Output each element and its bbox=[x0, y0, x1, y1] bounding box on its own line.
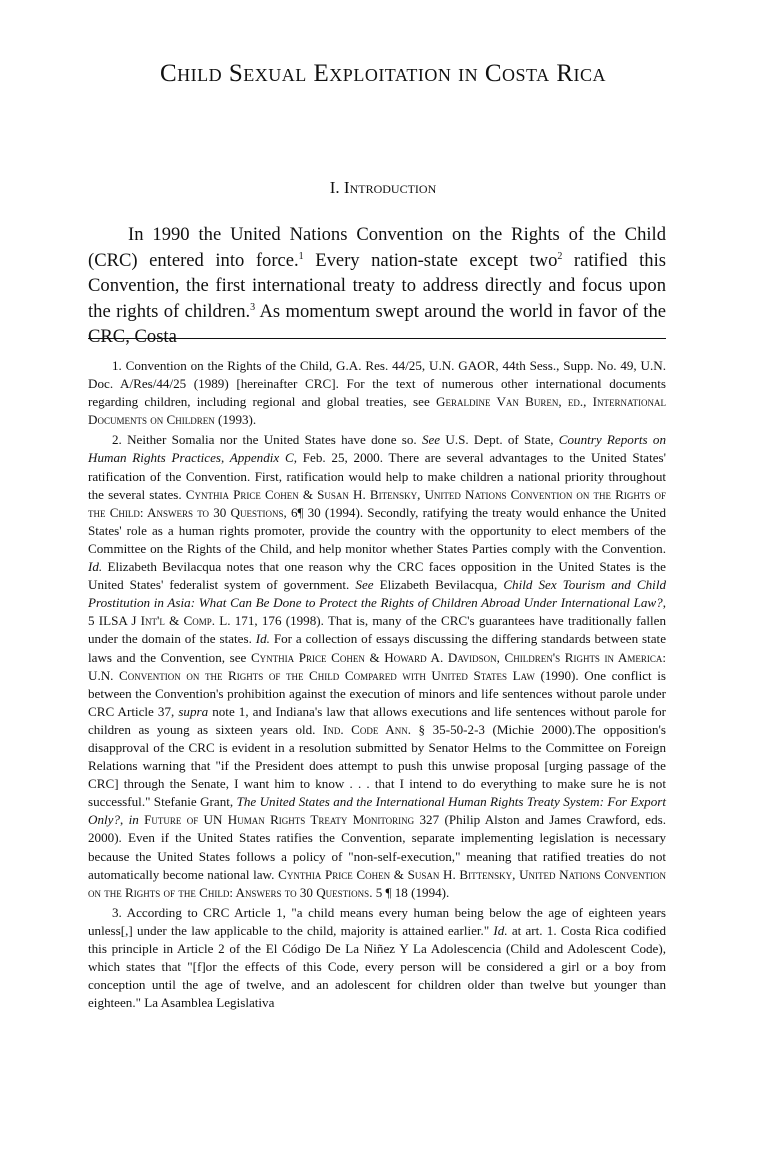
article-title: Child Sexual Exploitation in Costa Rica bbox=[159, 60, 607, 87]
sentence: ratified this Convention, the first international treaty to address directly and focus upon the rights of children. bbox=[88, 249, 666, 322]
body-paragraph bbox=[88, 222, 666, 350]
footnotes bbox=[88, 357, 666, 1012]
footnote-ref-2[interactable]: 2 bbox=[557, 250, 563, 262]
footnote-3: 3. According to CRC Article 1, "a child means every human being below the age of eighteen years unless[,] under the law applicable to the child, majority is attained earlier." Id. at art. 1. Costa Rica codified this principle in Article 2 of the El Código De La Niñez Y La Adolescencia (Child and Adolescent Code), which states that "[f]or the effects of this Code, every person will be considered a girl or a boy from conception until the age of twelve, and an adolescent for children older than twelve but younger than eighteen." La Asamblea Legislativa bbox=[88, 904, 666, 1011]
footnote-divider bbox=[88, 338, 666, 339]
footnote-ref-1[interactable]: 1 bbox=[298, 250, 304, 262]
sentence: As momentum swept around the world in favor of the CRC, Costa bbox=[88, 300, 666, 347]
sentence: Every nation-state except two bbox=[303, 249, 558, 271]
footnote-2: 2. Neither Somalia nor the United States have done so. See U.S. Dept. of State, Country Reports on Human Rights Practices, Appendix C, Feb. 25, 2000. There are several advantages to the United States' ratification of the Convention. First, ratification would help to make children a national priority throughout the several states. Cynthia Price Cohen & Susan H. Bitensky, United Nations Convention on the Rights of the Child: Answers to 30 Questions, 6¶ 30 (1994). Secondly, ratifying the treaty would enhance the United States' role as a human rights promoter, provide the country with the opportunity to elect members of the Committee on the Rights of the Child, and help monitor whether States Parties comply with the Convention. Id. Elizabeth Bevilacqua notes that one reason why the CRC faces opposition in the United States is the United States' federalist system of government. See Elizabeth Bevilacqua, Child Sex Tourism and Child Prostitution in Asia: What Can Be Done to Protect the Rights of Children Abroad Under International Law?, 5 ILSA J Int'l & Comp. L. 171, 176 (1998). That is, many of the CRC's guarantees have traditionally fallen under the domain of the states. Id. For a collection of essays discussing the differing standards between state laws and the Convention, see Cynthia Price Cohen & Howard A. Davidson, Children's Rights in America: U.N. Convention on the Rights of the Child Compared with United States Law (1990). One conflict is between the Convention's prohibition against the execution of minors and life sentences without parole under CRC Article 37, supra note 1, and Indiana's law that allows executions and life sentences without parole for children as young as sixteen years old. Ind. Code Ann. § 35-50-2-3 (Michie 2000).The opposition's disapproval of the CRC is evident in a resolution submitted by Senator Helms to the Committee on Foreign Relations warning that "if the President does attempt to push this unwise proposal [urging passage of the CRC] through the Senate, I want him to know . . . that I intend to do everything to make sure he is not successful." Stefanie Grant, The United States and the International Human Rights Treaty System: For Export Only?, in Future of UN Human Rights Treaty Monitoring 327 (Philip Alston and James Crawford, eds. 2000). Even if the United States ratifies the Convention, separate implementing legislation is necessary because the United States follows a policy of "non-self-execution," meaning that ratified treaties do not automatically become national law. Cynthia Price Cohen & Susan H. Bittensky, United Nations Convention on the Rights of the Child: Answers to 30 Questions. 5 ¶ 18 (1994). bbox=[88, 432, 667, 900]
footnote-ref-3[interactable]: 3 bbox=[250, 301, 256, 313]
section-heading: I. Introduction bbox=[329, 178, 437, 197]
footnote-1: 1. Convention on the Rights of the Child, G.A. Res. 44/25, U.N. GAOR, 44th Sess., Supp. No. 49, U.N. Doc. A/Res/44/25 (1989) [hereinafter CRC]. For the text of numerous other international documents regarding children, including regional and global treaties, see Geraldine Van Buren, ed., International Documents on Children (1993). bbox=[88, 358, 666, 428]
sentence: In 1990 the United Nations Convention on the Rights of the Child (CRC) entered into force. bbox=[88, 224, 666, 271]
